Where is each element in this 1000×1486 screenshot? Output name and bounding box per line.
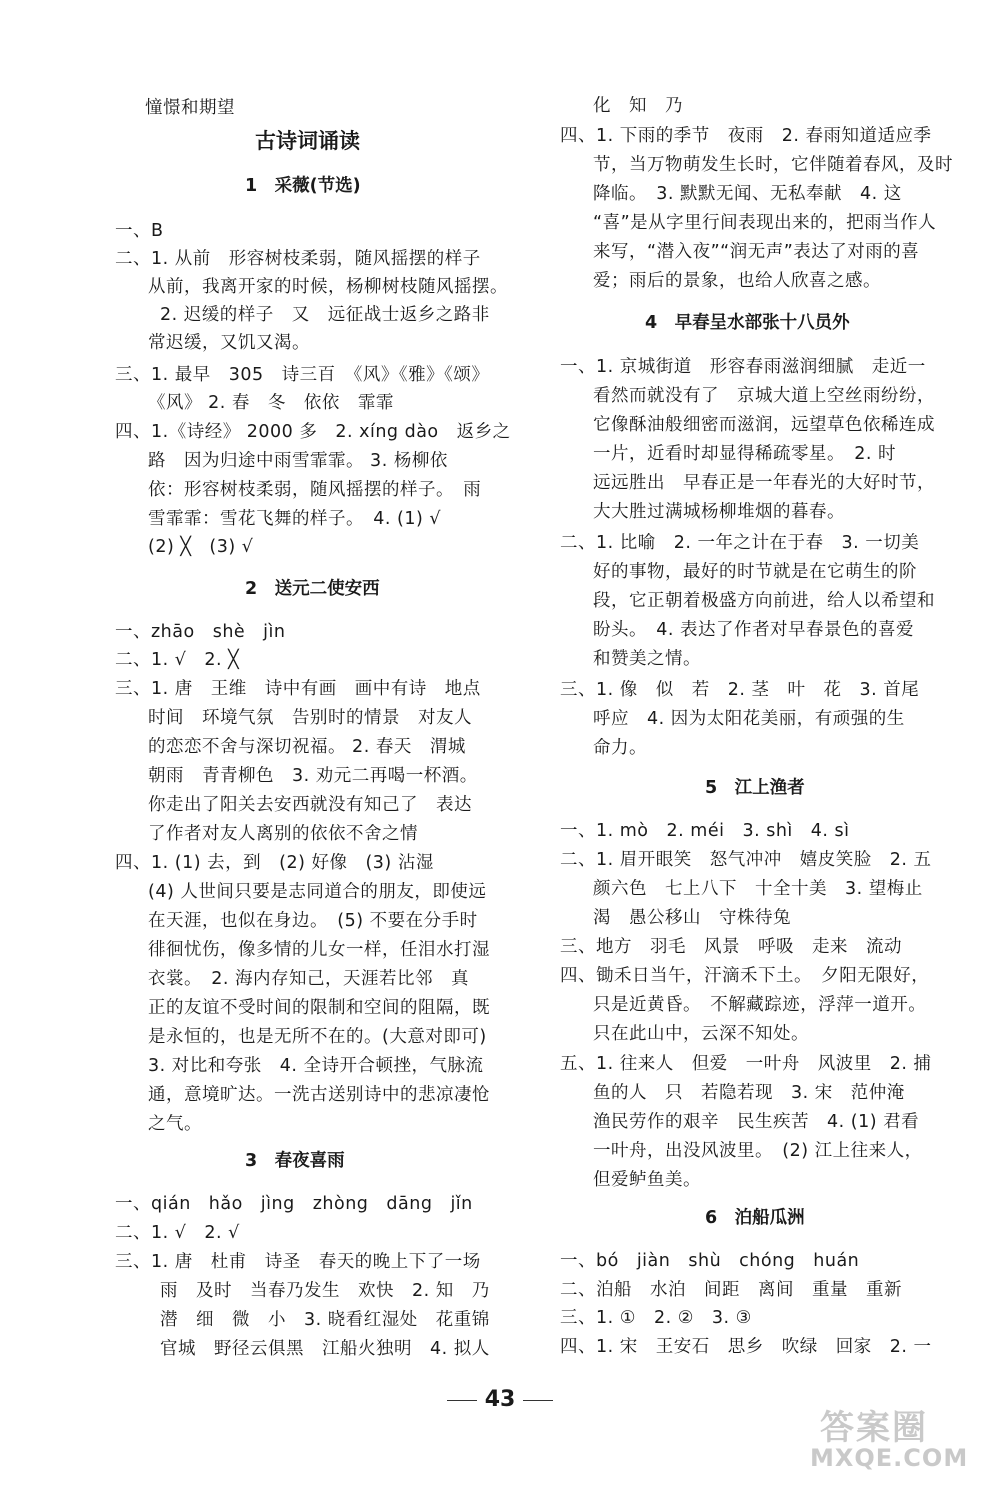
answer-line: 它像酥油般细密而滋润，远望草色依稀连成 <box>593 415 935 435</box>
answer-line: 命力。 <box>593 738 647 758</box>
answer-line: 四、1. (1) 去，到 (2) 好像 (3) 沾湿 <box>115 853 434 873</box>
answer-line: “喜”是从字里行间表现出来的，把雨当作人 <box>593 213 937 233</box>
answer-line: 三、1. 最早 305 诗三百 《风》《雅》《颂》 <box>115 365 490 385</box>
answer-line: (2) ╳ (3) √ <box>148 537 254 557</box>
answer-line: 段，它正朝着极盛方向前进，给人以希望和 <box>593 591 935 611</box>
answer-line: 官城 野径云俱黑 江船火独明 4. 拟人 <box>160 1339 490 1359</box>
watermark-logo <box>790 1400 990 1480</box>
answer-line: 雨 及时 当春乃发生 欢快 2. 知 乃 <box>160 1281 490 1301</box>
answer-line: 颜六色 七上八下 十全十美 3. 望梅止 <box>593 879 923 899</box>
answer-line: 五、1. 往来人 但爱 一叶舟 风波里 2. 捕 <box>560 1054 932 1074</box>
answer-line: 盼头。 4. 表达了作者对早春景色的喜爱 <box>593 620 915 640</box>
answer-line: (4) 人世间只要是志同道合的朋友，即使远 <box>148 882 487 902</box>
answer-line: 正的友谊不受时间的限制和空间的阻隔，既 <box>148 998 490 1018</box>
answer-line: 化 知 乃 <box>593 96 683 116</box>
lesson-3-title: 3 春夜喜雨 <box>245 1151 345 1171</box>
answer-line: 是永恒的，也是无所不在的。(大意对即可) <box>148 1027 487 1047</box>
answer-line: 通，意境旷达。一洗古送别诗中的悲凉凄怆 <box>148 1085 490 1105</box>
answer-line: 一、zhāo shè jìn <box>115 622 286 642</box>
answer-line: 呼应 4. 因为太阳花美丽，有顽强的生 <box>593 709 905 729</box>
answer-line: 一、qián hǎo jìng zhòng dāng jǐn <box>115 1194 473 1214</box>
lesson-5-title: 5 江上渔者 <box>705 778 805 798</box>
answer-line: 二、1. 从前 形容树枝柔弱，随风摇摆的样子 <box>115 249 481 269</box>
lesson-6-title: 6 泊船瓜洲 <box>705 1208 805 1228</box>
answer-line: 你走出了阳关去安西就没有知己了 表达 <box>148 795 472 815</box>
answer-line: 大大胜过满城杨柳堆烟的暮春。 <box>593 502 845 522</box>
answer-line: 节，当万物萌发生长时，它伴随着春风，及时 <box>593 155 953 175</box>
answer-line: 时间 环境气氛 告别时的情景 对友人 <box>148 708 472 728</box>
page-number-dash-left <box>447 1400 477 1401</box>
answer-line: 三、1. 像 似 若 2. 茎 叶 花 3. 首尾 <box>560 680 920 700</box>
answer-line: 三、1. 唐 杜甫 诗圣 春天的晚上下了一场 <box>115 1252 481 1272</box>
answer-line: 徘徊忧伤，像多情的儿女一样，任泪水打湿 <box>148 940 490 960</box>
page-number-value: 43 <box>484 1387 516 1412</box>
answer-line: 衣裳。 2. 海内存知己，天涯若比邻 真 <box>148 969 470 989</box>
answer-line: 常迟缓，又饥又渴。 <box>148 333 310 353</box>
answer-line: 朝雨 青青柳色 3. 劝元二再喝一杯酒。 <box>148 766 478 786</box>
watermark-logo-text: 答案圈 <box>820 1408 928 1448</box>
answer-line: 3. 对比和夸张 4. 全诗开合顿挫，气脉流 <box>148 1056 484 1076</box>
answer-line: 只是近黄昏。 不解藏踪迹，浮萍一道开。 <box>593 995 927 1015</box>
answer-line: 三、1. 唐 王维 诗中有画 画中有诗 地点 <box>115 679 481 699</box>
intro-line: 憧憬和期望 <box>145 98 235 118</box>
answer-line: 2. 迟缓的样子 又 远征战士返乡之路非 <box>160 305 490 325</box>
answer-line: 一片，近看时却显得稀疏零星。 2. 时 <box>593 444 897 464</box>
answer-line: 一、bó jiàn shù chóng huán <box>560 1251 860 1271</box>
answer-line: 远远胜出 早春正是一年春光的大好时节， <box>593 473 935 493</box>
answer-line: 二、1. √ 2. ╳ <box>115 650 240 670</box>
answer-line: 二、1. 眉开眼笑 怒气冲冲 嬉皮笑脸 2. 五 <box>560 850 932 870</box>
answer-line: 一、1. 京城街道 形容春雨滋润细腻 走近一 <box>560 357 926 377</box>
answer-line: 爱；雨后的景象，也给人欣喜之感。 <box>593 271 881 291</box>
answer-line: 渴 愚公移山 守株待兔 <box>593 908 791 928</box>
answer-line: 只在此山中，云深不知处。 <box>593 1024 809 1044</box>
lesson-2-title: 2 送元二使安西 <box>245 579 380 599</box>
answer-line: 好的事物，最好的时节就是在它萌生的阶 <box>593 562 917 582</box>
lesson-4-title: 4 早春呈水部张十八员外 <box>645 313 850 333</box>
answer-line: 一叶舟，出没风波里。 (2) 江上往来人， <box>593 1141 923 1161</box>
answer-line: 三、1. ① 2. ② 3. ③ <box>560 1308 752 1328</box>
answer-line: 降临。 3. 默默无闻、无私奉献 4. 这 <box>593 184 902 204</box>
answer-line: 《风》 2. 春 冬 依依 霏霏 <box>148 393 394 413</box>
answer-line: 一、B <box>115 221 164 241</box>
answer-line: 潜 细 微 小 3. 晓看红湿处 花重锦 <box>160 1310 490 1330</box>
answer-line: 四、锄禾日当午，汗滴禾下土。 夕阳无限好， <box>560 966 930 986</box>
answer-line: 渔民劳作的艰辛 民生疾苦 4. (1) 君看 <box>593 1112 920 1132</box>
answer-line: 路 因为归途中雨雪霏霏。 3. 杨柳依 <box>148 451 448 471</box>
answer-line: 的恋恋不舍与深切祝福。 2. 春天 渭城 <box>148 737 466 757</box>
watermark-url: MXQE.COM <box>810 1444 969 1472</box>
answer-line: 依：形容树枝柔弱，随风摇摆的样子。 雨 <box>148 480 482 500</box>
answer-line: 二、1. √ 2. √ <box>115 1223 240 1243</box>
answer-line: 一、1. mò 2. méi 3. shì 4. sì <box>560 821 850 841</box>
answer-line: 看然而就没有了 京城大道上空丝雨纷纷， <box>593 386 935 406</box>
lesson-1-title: 1 采薇(节选) <box>245 176 361 196</box>
answer-line: 从前，我离开家的时候，杨柳树枝随风摇摆。 <box>148 277 508 297</box>
answer-line: 四、1.《诗经》 2000 多 2. xíng dào 返乡之 <box>115 422 511 442</box>
answer-line: 四、1. 宋 王安石 思乡 吹绿 回家 2. 一 <box>560 1337 932 1357</box>
answer-line: 三、地方 羽毛 风景 呼吸 走来 流动 <box>560 937 902 957</box>
answer-line: 在天涯，也似在身边。 (5) 不要在分手时 <box>148 911 478 931</box>
answer-line: 四、1. 下雨的季节 夜雨 2. 春雨知道适应季 <box>560 126 932 146</box>
answer-line: 鱼的人 只 若隐若现 3. 宋 范仲淹 <box>593 1083 905 1103</box>
answer-line: 二、1. 比喻 2. 一年之计在于春 3. 一切美 <box>560 533 920 553</box>
answer-line: 二、泊船 水泊 间距 离间 重量 重新 <box>560 1280 902 1300</box>
section-title: 古诗词诵读 <box>255 129 360 153</box>
page-number-dash-right <box>523 1400 553 1401</box>
answer-line: 了作者对友人离别的依依不舍之情 <box>148 824 418 844</box>
answer-line: 之气。 <box>148 1114 202 1134</box>
answer-line: 来写，“潜入夜”“润无声”表达了对雨的喜 <box>593 242 920 262</box>
answer-line: 和赞美之情。 <box>593 649 701 669</box>
answer-line: 雪霏霏：雪花飞舞的样子。 4. (1) √ <box>148 509 442 529</box>
answer-line: 但爱鲈鱼美。 <box>593 1170 701 1190</box>
